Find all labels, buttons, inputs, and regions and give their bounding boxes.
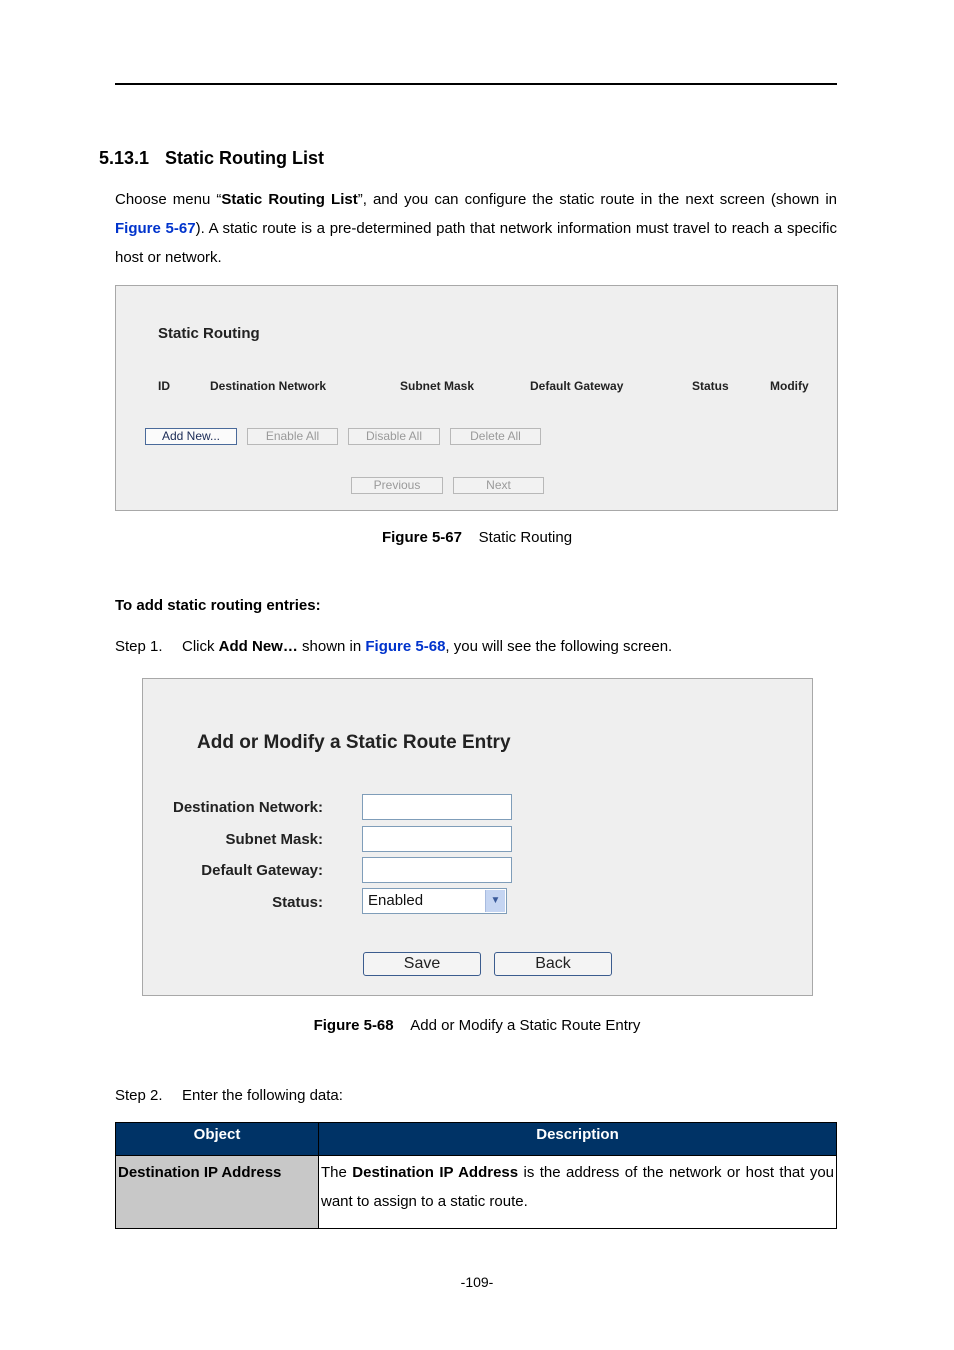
add-new-button[interactable]: Add New... (145, 428, 237, 445)
table-header-row (116, 1123, 837, 1156)
figure-5-67-caption (0, 529, 954, 546)
step-text: Enter the following data: (182, 1087, 343, 1104)
back-button[interactable]: Back (494, 952, 612, 976)
section-heading (99, 148, 324, 169)
section-title: Static Routing List (165, 148, 324, 168)
default-gateway-label: Default Gateway: (201, 862, 323, 879)
step-1 (115, 638, 672, 655)
caption-text: Static Routing (478, 529, 573, 546)
object-cell: Destination IP Address (116, 1156, 319, 1229)
status-selected-value: Enabled (368, 892, 424, 909)
subnet-mask-input[interactable] (362, 826, 512, 852)
static-routing-title: Static Routing (158, 325, 260, 342)
static-route-entry-screenshot (142, 678, 813, 996)
table-row (116, 1156, 837, 1229)
page-number: -109- (460, 1274, 494, 1290)
column-id: ID (158, 379, 170, 393)
intro-text: ). A static route is a pre-determined path that network information must travel to reach a specific host or network. (115, 220, 837, 266)
figure-5-68-caption (0, 1017, 954, 1034)
chevron-down-icon[interactable]: ▼ (485, 890, 505, 912)
column-destination-network: Destination Network (210, 379, 327, 393)
default-gateway-input[interactable] (362, 857, 512, 883)
enable-all-button[interactable]: Enable All (247, 428, 338, 445)
step-label: Step 2. (115, 1087, 163, 1104)
description-cell (319, 1156, 837, 1229)
caption-label: Figure 5-68 (313, 1017, 394, 1034)
step-text: shown in (297, 638, 366, 655)
subheading: To add static routing entries: (115, 597, 321, 614)
intro-text: Choose menu “ (115, 191, 222, 208)
desc-bold: Destination IP Address (352, 1164, 519, 1181)
intro-paragraph (115, 185, 837, 272)
column-status: Status (692, 379, 729, 393)
previous-button[interactable]: Previous (351, 477, 443, 494)
add-new-ref: Add New… (218, 638, 298, 655)
caption-text: Add or Modify a Static Route Entry (410, 1017, 641, 1034)
column-default-gateway: Default Gateway (530, 379, 624, 393)
caption-label: Figure 5-67 (381, 529, 462, 546)
destination-network-label: Destination Network: (172, 799, 323, 816)
save-button[interactable]: Save (363, 952, 481, 976)
intro-text: ”, and you can configure the static route in the next screen (shown in (357, 191, 837, 208)
disable-all-button[interactable]: Disable All (348, 428, 440, 445)
object-header: Object (116, 1123, 319, 1156)
column-subnet-mask: Subnet Mask (400, 379, 475, 393)
figure-link[interactable]: Figure 5-68 (365, 638, 446, 655)
column-modify: Modify (770, 379, 809, 393)
next-button[interactable]: Next (453, 477, 544, 494)
static-routing-screenshot (115, 285, 838, 511)
desc-text: The (321, 1164, 353, 1181)
object-description-table (115, 1122, 837, 1229)
step-2 (115, 1087, 343, 1104)
status-select[interactable] (362, 888, 507, 914)
figure-link[interactable]: Figure 5-67 (115, 220, 196, 237)
step-text: Click (182, 638, 219, 655)
entry-form-title: Add or Modify a Static Route Entry (197, 732, 511, 753)
delete-all-button[interactable]: Delete All (450, 428, 541, 445)
status-label: Status: (272, 894, 323, 911)
desc-text: is the address of the network or host that you want to assign to a static route. (321, 1164, 835, 1210)
header-rule (115, 83, 837, 85)
step-text: , you will see the following screen. (445, 638, 673, 655)
subnet-mask-label: Subnet Mask: (225, 831, 323, 848)
step-label: Step 1. (115, 638, 163, 655)
menu-name: Static Routing List (221, 191, 358, 208)
destination-network-input[interactable] (362, 794, 512, 820)
description-header: Description (319, 1123, 837, 1156)
section-number: 5.13.1 (99, 148, 150, 168)
